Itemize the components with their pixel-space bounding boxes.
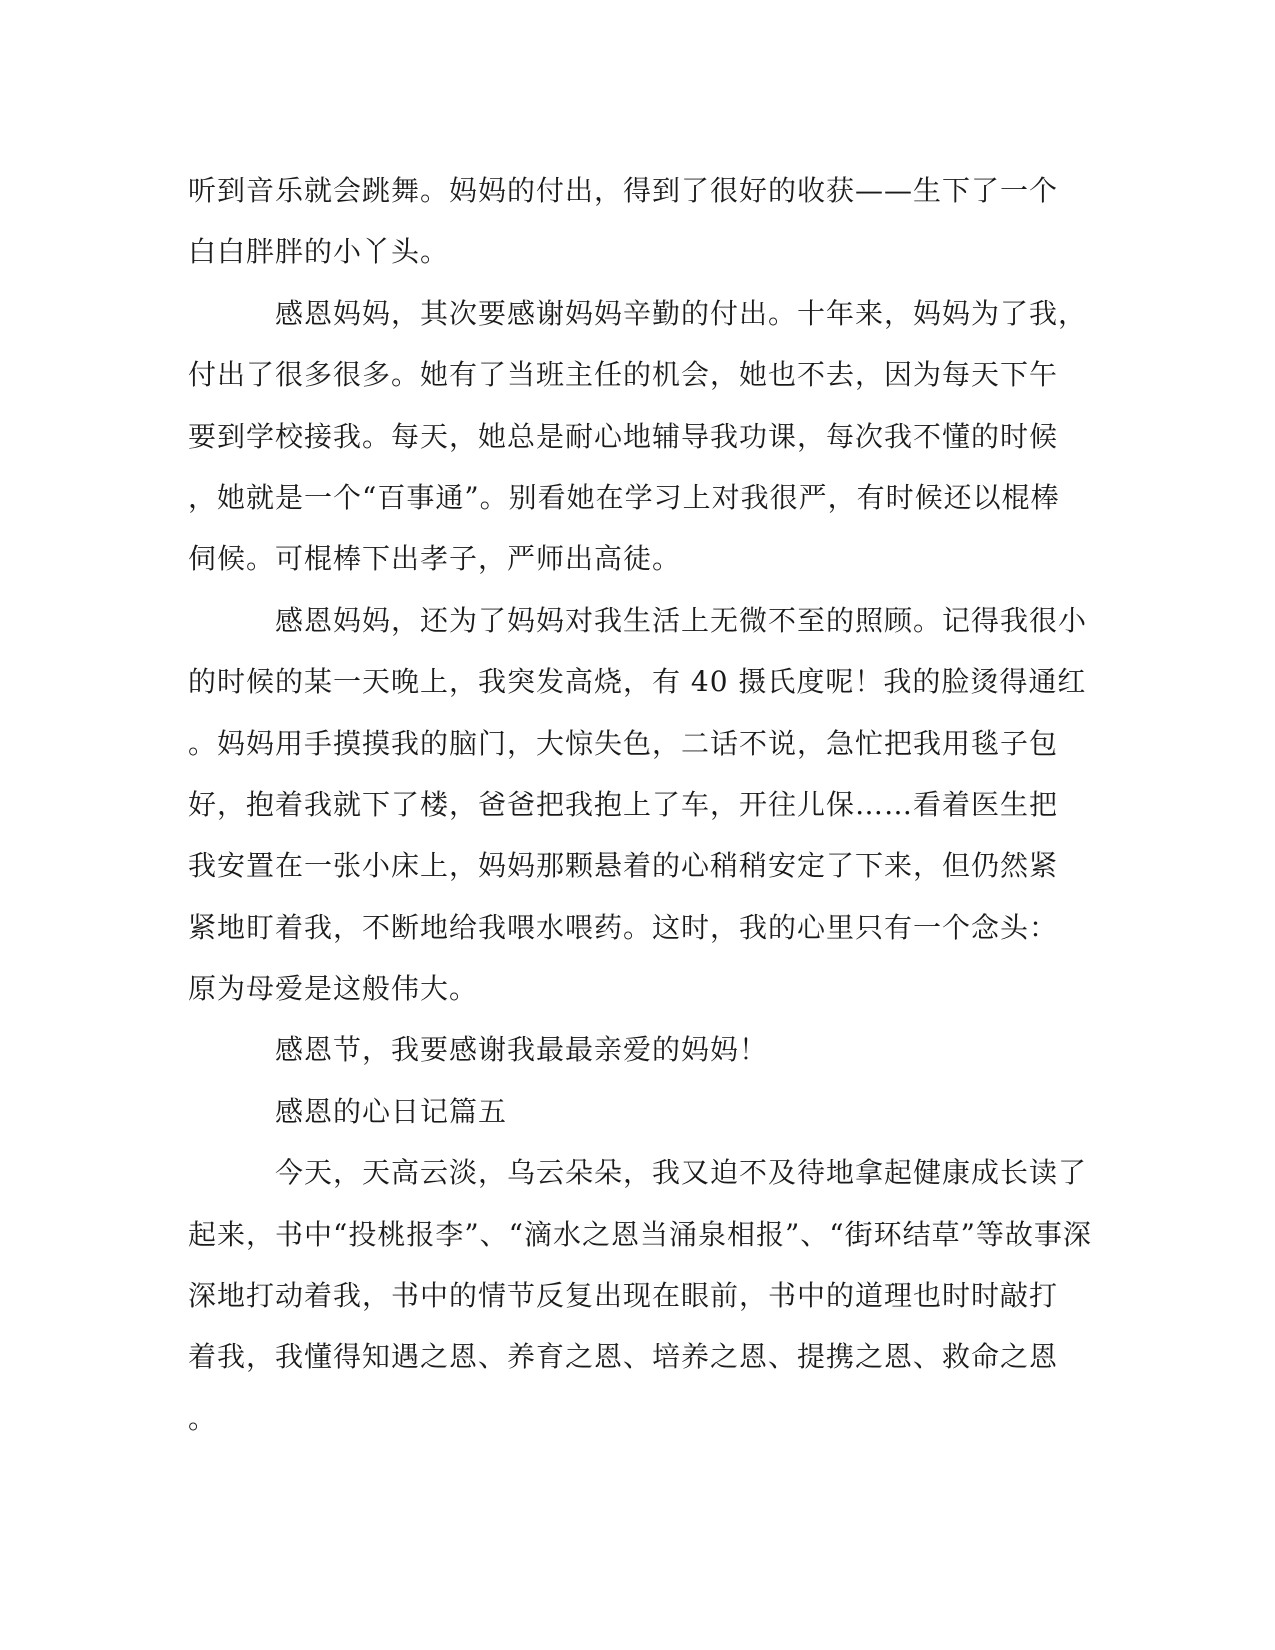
text-line: 付出了很多很多。她有了当班主任的机会，她也不去，因为每天下午 (188, 358, 1059, 392)
text-line: 感恩妈妈，还为了妈妈对我生活上无微不至的照顾。记得我很小 (188, 603, 1088, 637)
text-line: 原为母爱是这般伟大。 (188, 972, 479, 1006)
text-line: 深地打动着我，书中的情节反复出现在眼前，书中的道理也时时敲打 (188, 1279, 1059, 1313)
text-line: 的时候的某一天晚上，我突发高烧，有 40 摄氏度呢！我的脸烫得通红 (188, 665, 1087, 699)
text-line: 伺候。可棍棒下出孝子，严师出高徒。 (188, 542, 682, 576)
text-line: 感恩妈妈，其次要感谢妈妈辛勤的付出。十年来，妈妈为了我， (188, 296, 1088, 330)
section-heading: 感恩的心日记篇五 (188, 1094, 508, 1128)
text-line: 感恩节，我要感谢我最最亲爱的妈妈！ (188, 1033, 769, 1067)
text-line: 白白胖胖的小丫头。 (188, 235, 450, 269)
body-text (188, 160, 1092, 1449)
text-line: 着我，我懂得知遇之恩、养育之恩、培养之恩、提携之恩、救命之恩 (188, 1340, 1059, 1374)
text-line: 要到学校接我。每天，她总是耐心地辅导我功课，每次我不懂的时候 (188, 419, 1059, 453)
text-line: 紧地盯着我，不断地给我喂水喂药。这时，我的心里只有一个念头： (188, 910, 1059, 944)
text-line: 。 (188, 1401, 218, 1435)
text-line: 好，抱着我就下了楼，爸爸把我抱上了车，开往儿保……看着医生把 (188, 787, 1059, 821)
text-line: 我安置在一张小床上，妈妈那颗悬着的心稍稍安定了下来，但仍然紧 (188, 849, 1059, 883)
text-line: ，她就是一个“百事通”。别看她在学习上对我很严，有时候还以棍棒 (188, 480, 1060, 514)
text-line: 起来，书中“投桃报李”、“滴水之恩当涌泉相报”、“街环结草”等故事深 (188, 1217, 1092, 1251)
text-line: 。妈妈用手摸摸我的脑门，大惊失色，二话不说，急忙把我用毯子包 (188, 726, 1059, 760)
text-line: 听到音乐就会跳舞。妈妈的付出，得到了很好的收获——生下了一个 (188, 174, 1059, 207)
text-line: 今天，天高云淡，乌云朵朵，我又迫不及待地拿起健康成长读了 (188, 1156, 1088, 1190)
